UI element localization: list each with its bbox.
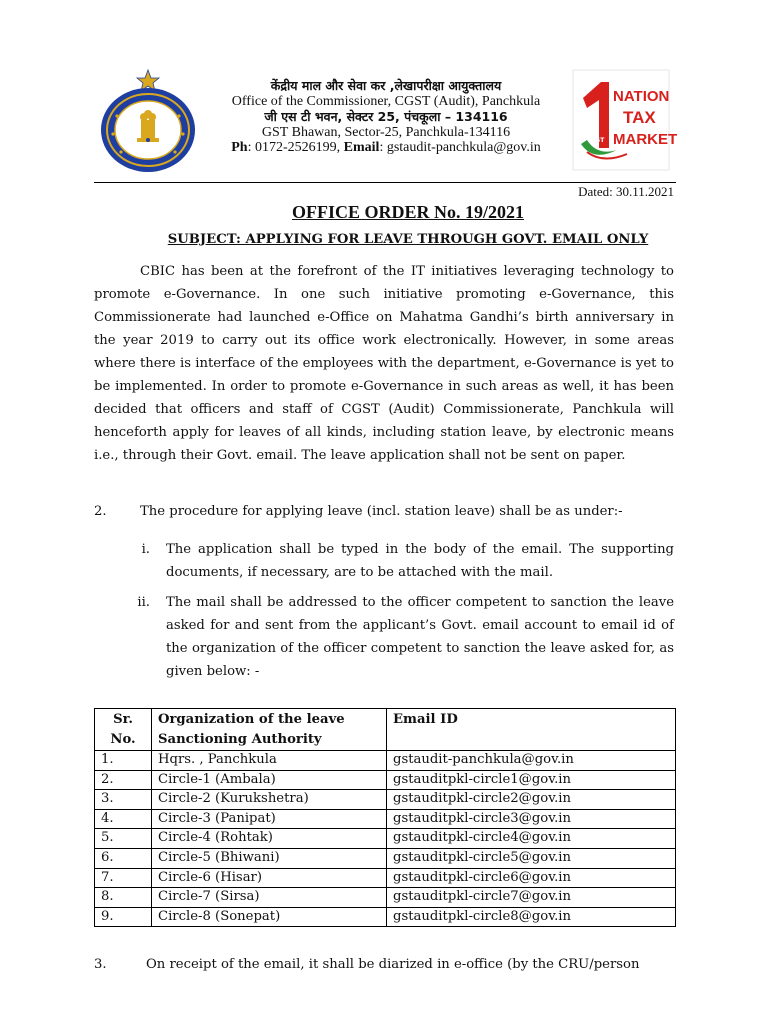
organization-cell: Circle-7 (Sirsa) bbox=[152, 888, 387, 908]
logo-market-text: MARKET bbox=[613, 131, 678, 148]
row-number: 3. bbox=[95, 790, 152, 810]
email-cell: gstaudit-panchkula@gov.in bbox=[387, 751, 676, 771]
row-number: 7. bbox=[95, 868, 152, 888]
cbic-seal-logo bbox=[97, 68, 199, 174]
row-number: 1. bbox=[95, 751, 152, 771]
table-row bbox=[95, 829, 676, 849]
sub-item-1-text: The application shall be typed in the body of the email. The supporting documents, if necessary, are to be attached with the mail. bbox=[166, 542, 674, 580]
email-cell: gstauditpkl-circle2@gov.in bbox=[387, 790, 676, 810]
organization-cell: Circle-6 (Hisar) bbox=[152, 868, 387, 888]
organization-cell: Circle-5 (Bhiwani) bbox=[152, 848, 387, 868]
sub-item-2-text: The mail shall be addressed to the officer competent to sanction the leave asked for and sent from the applicant’s Govt. email account to email id of the organization of the officer competent to sanction the leave asked for, as given below: - bbox=[166, 595, 674, 679]
table-row bbox=[95, 868, 676, 888]
table-row bbox=[95, 848, 676, 868]
email-cell: gstauditpkl-circle4@gov.in bbox=[387, 829, 676, 849]
paragraph-1: CBIC has been at the forefront of the IT initiatives leveraging technology to promote e-Governance. In one such initiative promoting e-Governance, this Commissionerate had launched e-Office on Mahatma Gandhi’s birth anniversary in the year 2019 to carry out its office work electronically. However, in some areas where there is interface of the employees with the department, e-Governance is yet to be implemented. In order to promote e-Governance in such areas as well, it has been decided that officers and staff of CGST (Audit) Commissionerate, Panchkula will henceforth apply for leaves of all kinds, including station leave, by electronic means i.e., through their Govt. email. The leave application shall not be sent on paper. bbox=[94, 264, 674, 463]
contact-line bbox=[200, 140, 572, 156]
row-number: 8. bbox=[95, 888, 152, 908]
nation-tax-market-logo bbox=[573, 70, 678, 170]
phone-number: : 0172-2526199, bbox=[247, 140, 344, 155]
email-cell: gstauditpkl-circle6@gov.in bbox=[387, 868, 676, 888]
column-header-organization: Organization of the leave Sanctioning Authority bbox=[152, 709, 387, 751]
table-row bbox=[95, 790, 676, 810]
email-cell: gstauditpkl-circle3@gov.in bbox=[387, 809, 676, 829]
order-subject: SUBJECT: APPLYING FOR LEAVE THROUGH GOVT. EMAIL ONLY bbox=[167, 232, 649, 247]
organization-cell: Circle-1 (Ambala) bbox=[152, 770, 387, 790]
table-row bbox=[95, 888, 676, 908]
office-name: Office of the Commissioner, CGST (Audit), Panchkula bbox=[231, 93, 541, 109]
organization-cell: Circle-2 (Kurukshetra) bbox=[152, 790, 387, 810]
logo-nation-text: NATION bbox=[613, 88, 670, 105]
header-divider bbox=[94, 182, 676, 183]
email-cell: gstauditpkl-circle7@gov.in bbox=[387, 888, 676, 908]
order-title: OFFICE ORDER No. 19/2021 bbox=[291, 202, 524, 222]
logo-tax-text: TAX bbox=[623, 108, 656, 127]
phone-label: Ph bbox=[231, 140, 248, 155]
email-directory-table bbox=[94, 708, 676, 927]
sub-item-1-number: i. bbox=[141, 542, 150, 557]
table-row bbox=[95, 751, 676, 771]
logo-gst-text: GST bbox=[591, 137, 605, 144]
sub-item-2-number: ii. bbox=[137, 595, 150, 610]
row-number: 5. bbox=[95, 829, 152, 849]
organization-cell: Hqrs. , Panchkula bbox=[152, 751, 387, 771]
office-address: GST Bhawan, Sector-25, Panchkula-134116 bbox=[261, 124, 511, 140]
row-number: 9. bbox=[95, 907, 152, 927]
paragraph-2-text: The procedure for applying leave (incl. station leave) shall be as under:- bbox=[140, 504, 623, 519]
table-row bbox=[95, 770, 676, 790]
paragraph-3-text: On receipt of the email, it shall be diarized in e-office (by the CRU/person bbox=[146, 957, 640, 972]
table-row bbox=[95, 809, 676, 829]
row-number: 2. bbox=[95, 770, 152, 790]
organization-cell: Circle-8 (Sonepat) bbox=[152, 907, 387, 927]
table-header-row bbox=[95, 709, 676, 751]
column-header-sr-no: Sr. No. bbox=[95, 709, 152, 751]
email-address: : gstaudit-panchkula@gov.in bbox=[379, 140, 541, 155]
row-number: 6. bbox=[95, 848, 152, 868]
email-label: Email bbox=[343, 140, 380, 155]
row-number: 4. bbox=[95, 809, 152, 829]
paragraph-2-number: 2. bbox=[94, 504, 107, 519]
organization-cell: Circle-3 (Panipat) bbox=[152, 809, 387, 829]
order-date: Dated: 30.11.2021 bbox=[578, 184, 674, 199]
email-cell: gstauditpkl-circle8@gov.in bbox=[387, 907, 676, 927]
office-letterhead bbox=[200, 78, 572, 156]
column-header-email-id: Email ID bbox=[387, 709, 676, 751]
paragraph-3-number: 3. bbox=[94, 957, 107, 972]
table-row bbox=[95, 907, 676, 927]
hindi-address: जी एस टी भवन, सेक्टर 25, पंचकूला – 134116 bbox=[264, 109, 508, 124]
organization-cell: Circle-4 (Rohtak) bbox=[152, 829, 387, 849]
email-cell: gstauditpkl-circle1@gov.in bbox=[387, 770, 676, 790]
email-cell: gstauditpkl-circle5@gov.in bbox=[387, 848, 676, 868]
hindi-office-name: केंद्रीय माल और सेवा कर ,लेखापरीक्षा आयुक्तालय bbox=[270, 78, 502, 93]
